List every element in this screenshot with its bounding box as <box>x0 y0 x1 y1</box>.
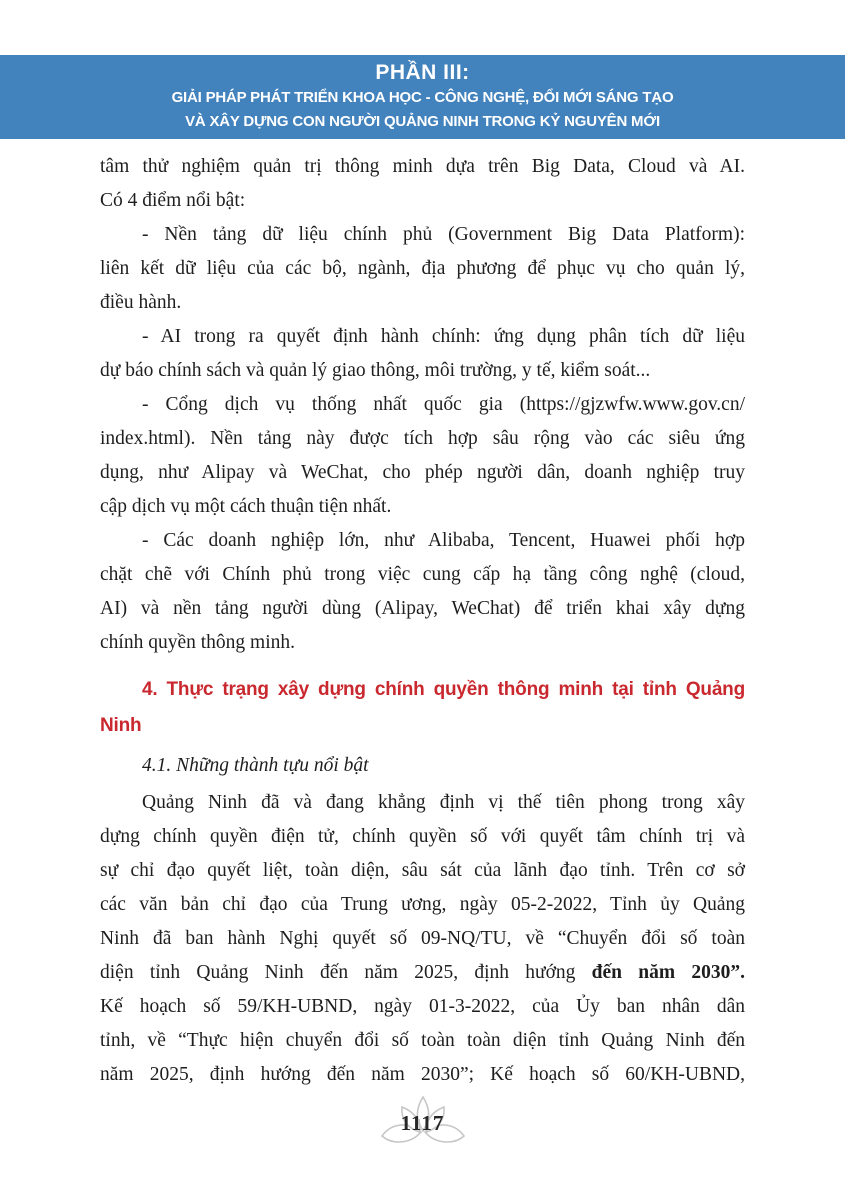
page-body <box>100 150 745 1092</box>
section-heading-line <box>100 708 745 744</box>
text-segment: - AI trong ra quyết định hành chính: ứng dụng phân tích dữ liệu <box>142 326 745 347</box>
page-footer <box>0 1092 845 1156</box>
part-label: PHẦN III: <box>375 61 470 84</box>
text-segment: liên kết dữ liệu của các bộ, ngành, địa phương để phục vụ cho quản lý, <box>100 258 745 279</box>
body-text-line <box>100 184 745 218</box>
text-segment: tâm thử nghiệm quản trị thông minh dựa trên Big Data, Cloud và AI. <box>100 156 745 177</box>
body-text-line <box>100 626 745 660</box>
text-segment: 4. Thực trạng xây dựng chính quyền thông minh tại tỉnh Quảng <box>142 679 745 700</box>
body-text-line <box>100 990 745 1024</box>
body-text-line <box>100 1024 745 1058</box>
body-text-line <box>100 956 745 990</box>
chapter-header-band <box>0 55 845 139</box>
text-segment: chặt chẽ với Chính phủ trong việc cung cấp hạ tầng công nghệ (cloud, <box>100 564 745 585</box>
text-segment: Có 4 điểm nổi bật: <box>100 190 246 211</box>
body-text-line <box>100 422 745 456</box>
body-text-line <box>100 786 745 820</box>
text-segment: sự chỉ đạo quyết liệt, toàn diện, sâu sát của lãnh đạo tỉnh. Trên cơ sở <box>100 860 745 881</box>
body-text-line <box>100 286 745 320</box>
body-text-line <box>100 888 745 922</box>
text-segment: tỉnh, về “Thực hiện chuyển đổi số toàn toàn diện tỉnh Quảng Ninh đến <box>100 1030 745 1051</box>
chapter-title-line1: GIẢI PHÁP PHÁT TRIỂN KHOA HỌC - CÔNG NGHỆ, ĐỔI MỚI SÁNG TẠO <box>171 89 674 106</box>
text-segment: - Cổng dịch vụ thống nhất quốc gia (https://gjzwfw.www.gov.cn/ <box>142 394 745 415</box>
text-segment: - Các doanh nghiệp lớn, như Alibaba, Tencent, Huawei phối hợp <box>142 530 745 551</box>
body-text-line <box>100 252 745 286</box>
body-text-line <box>100 820 745 854</box>
body-text-line <box>100 1058 745 1092</box>
body-text-line <box>100 456 745 490</box>
body-text-line <box>100 320 745 354</box>
body-text-line <box>100 558 745 592</box>
body-text-line <box>100 218 745 252</box>
text-segment: dựng chính quyền điện tử, chính quyền số với quyết tâm chính trị và <box>100 826 745 847</box>
text-segment: - Nền tảng dữ liệu chính phủ (Government Big Data Platform): <box>142 224 745 245</box>
section-heading-line <box>100 672 745 708</box>
body-text-line <box>100 922 745 956</box>
text-segment: dự báo chính sách và quản lý giao thông, môi trường, y tế, kiểm soát... <box>100 360 651 381</box>
body-text-line <box>100 592 745 626</box>
text-segment: Ninh <box>100 715 142 736</box>
footer-ornament <box>378 1095 468 1153</box>
text-segment: các văn bản chỉ đạo của Trung ương, ngày 05-2-2022, Tỉnh ủy Quảng <box>100 894 745 915</box>
text-segment: index.html). Nền tảng này được tích hợp sâu rộng vào các siêu ứng <box>100 428 745 449</box>
text-segment: cập dịch vụ một cách thuận tiện nhất. <box>100 496 392 517</box>
subsection-heading <box>100 749 745 783</box>
text-segment: 4.1. Những thành tựu nổi bật <box>142 755 369 776</box>
body-text-line <box>100 150 745 184</box>
text-segment: Quảng Ninh đã và đang khẳng định vị thế tiên phong trong xây <box>142 792 745 813</box>
text-segment: Kế hoạch số 59/KH-UBND, ngày 01-3-2022, của Ủy ban nhân dân <box>100 996 745 1017</box>
body-text-line <box>100 354 745 388</box>
text-segment: diện tỉnh Quảng Ninh đến năm 2025, định hướng <box>100 962 592 983</box>
body-text-line <box>100 524 745 558</box>
body-text-line <box>100 854 745 888</box>
text-segment: Ninh đã ban hành Nghị quyết số 09-NQ/TU, về “Chuyển đổi số toàn <box>100 928 745 949</box>
body-text-line <box>100 490 745 524</box>
text-segment: năm 2025, định hướng đến năm 2030”; Kế hoạch số 60/KH-UBND, <box>100 1064 745 1085</box>
text-segment: đến năm 2030”. <box>591 962 746 983</box>
text-segment: điều hành. <box>100 292 182 313</box>
chapter-title-line2: VÀ XÂY DỰNG CON NGƯỜI QUẢNG NINH TRONG KỶ NGUYÊN MỚI <box>185 113 660 130</box>
text-segment: dụng, như Alipay và WeChat, cho phép người dân, doanh nghiệp truy <box>100 462 745 483</box>
body-text-line <box>100 388 745 422</box>
text-segment: AI) và nền tảng người dùng (Alipay, WeChat) để triển khai xây dựng <box>100 598 745 619</box>
page-number: 1117 <box>400 1111 445 1135</box>
text-segment: chính quyền thông minh. <box>100 632 295 653</box>
